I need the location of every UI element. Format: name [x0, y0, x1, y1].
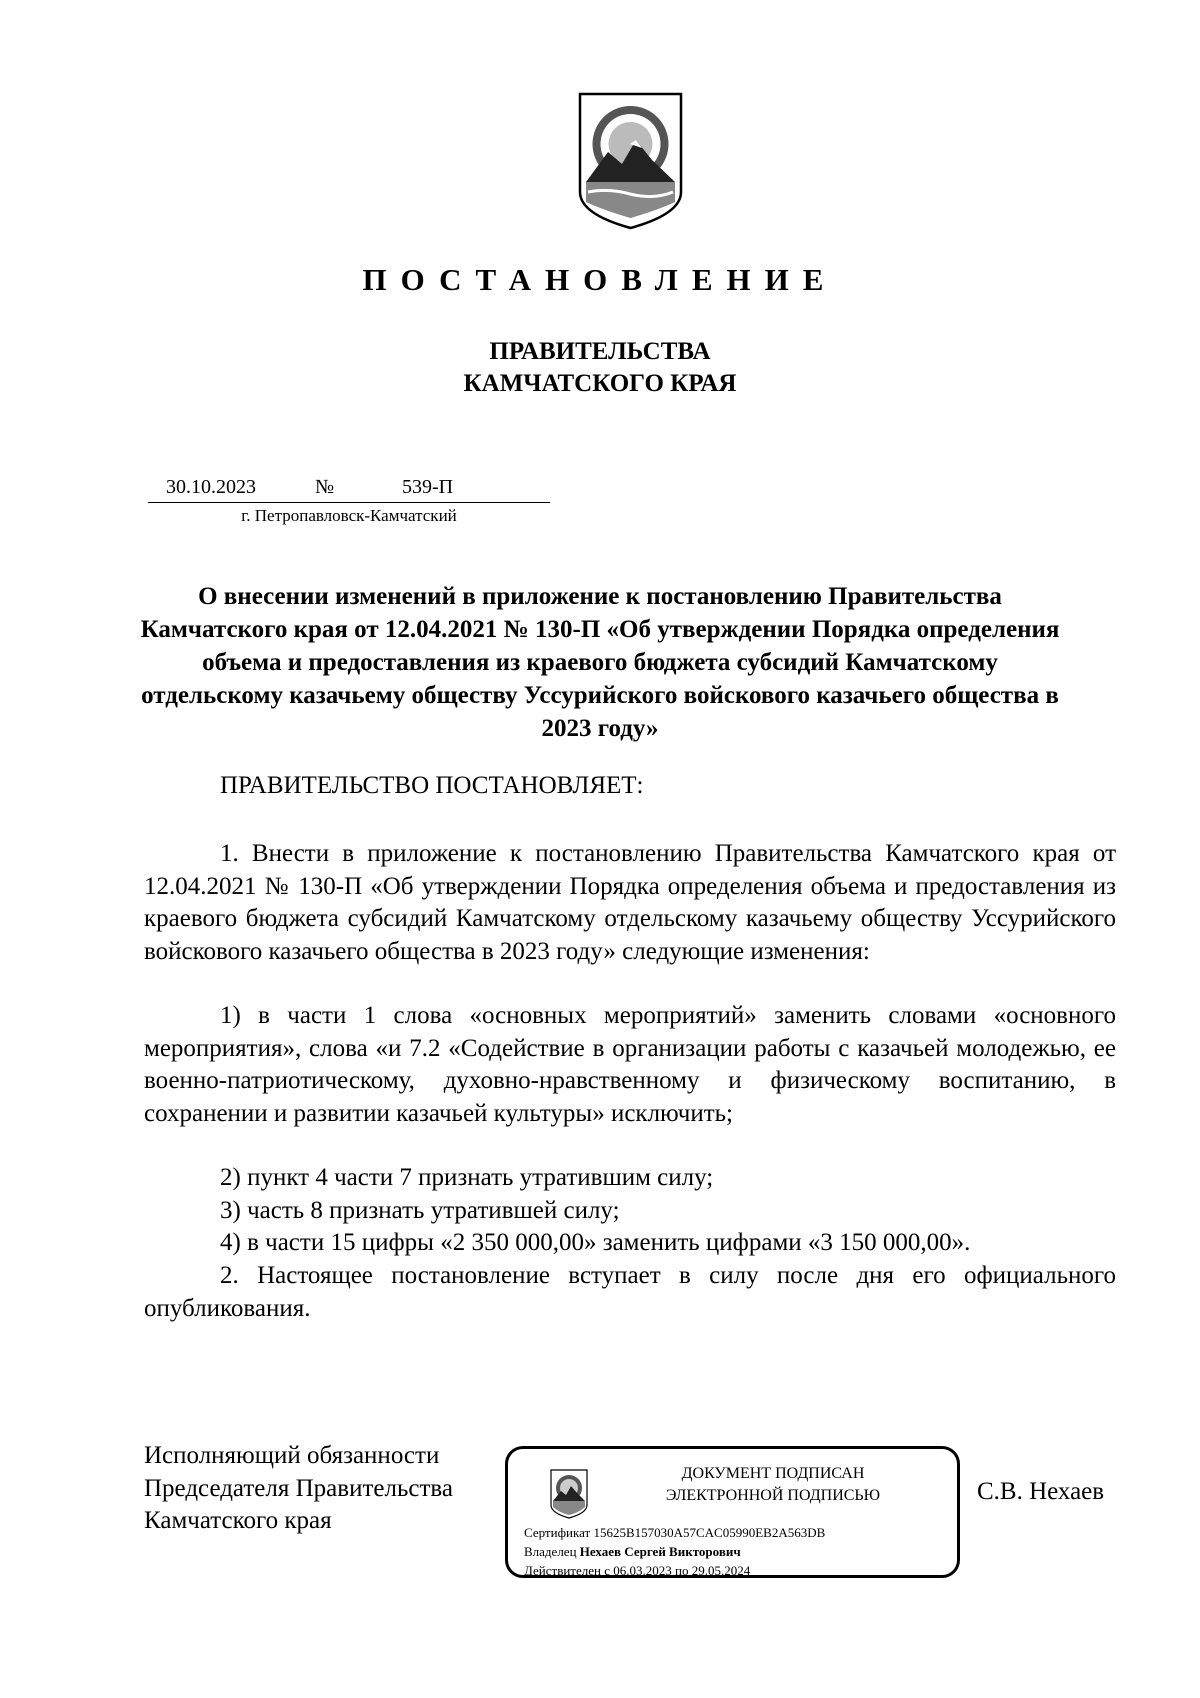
position-line-2: Председателя Правительства — [144, 1474, 453, 1502]
owner-value: Нехаев Сергей Викторович — [579, 1544, 741, 1559]
owner-label: Владелец — [524, 1544, 577, 1559]
paragraph-1-item-3: 3) часть 8 признать утратившей силу; — [220, 1197, 620, 1224]
document-title: О внесении изменений в приложение к постановлению Правительства Камчатского края от 12.04.2021 № 130-П «Об утверждении Порядка определения объема и предоставления из краевого бюджета субсидий Камчатскому отдельскому казачьему обществу Уссурийского войскового казачьего общества в 2023 году» — [140, 583, 1060, 742]
issuer-line-1: ПРАВИТЕЛЬСТВА — [489, 338, 711, 365]
decree-phrase: ПРАВИТЕЛЬСТВО ПОСТАНОВЛЯЕТ: — [220, 772, 644, 799]
document-type: ПОСТАНОВЛЕНИЕ — [362, 262, 838, 297]
valid-to-label: по — [675, 1563, 689, 1578]
registration-line — [148, 476, 550, 503]
stamp-heading-2: ЭЛЕКТРОННОЙ ПОДПИСЬЮ — [665, 1487, 881, 1504]
paragraph-1: 1. Внести в приложение к постановлению Правительства Камчатского края от 12.04.2021 № 130-П «Об утверждении Порядка определения объема и предоставления из краевого бюджета субсидий Камчатскому отдельскому казачьему обществу Уссурийского войскового казачьего общества в 2023 году» следующие изменения: — [144, 840, 1116, 965]
electronic-signature-stamp — [505, 1446, 960, 1578]
owner-line — [524, 1544, 741, 1560]
certificate-value: 15625B157030A57CAC05990EB2A563DB — [593, 1525, 826, 1540]
validity-line — [524, 1563, 750, 1579]
kamchatka-emblem — [578, 92, 683, 230]
certificate-label: Сертификат — [524, 1525, 591, 1540]
document-date: 30.10.2023 — [166, 476, 256, 498]
certificate-line — [524, 1525, 825, 1541]
number-sign: № — [315, 476, 335, 498]
paragraph-1-item-2: 2) пункт 4 части 7 признать утратившим силу; — [220, 1164, 714, 1191]
paragraph-1-item-1: 1) в части 1 слова «основных мероприятий» заменить словами «основного мероприятия», слова «и 7.2 «Содействие в организации работы с казачьей молодежью, ее военно-патриотическому, духовно-нравственному и физическому воспитанию, в сохранении и развитии казачьей культуры» исключить; — [144, 1002, 1116, 1127]
stamp-emblem — [550, 1469, 588, 1519]
valid-to: 29.05.2024 — [691, 1563, 751, 1578]
signatory-name: С.В. Нехаев — [977, 1478, 1105, 1505]
paragraph-2: 2. Настоящее постановление вступает в силу после дня его официального опубликования. — [144, 1262, 1116, 1322]
paragraph-1-item-4: 4) в части 15 цифры «2 350 000,00» заменить цифрами «3 150 000,00». — [220, 1229, 971, 1256]
document-number: 539-П — [402, 476, 454, 498]
signatory-position — [144, 1440, 453, 1538]
valid-from: 06.03.2023 — [613, 1563, 672, 1578]
city: г. Петропавловск-Камчатский — [241, 506, 457, 525]
position-line-3: Камчатского края — [144, 1507, 332, 1534]
issuer-line-2: КАМЧАТСКОГО КРАЯ — [463, 370, 737, 397]
position-line-1: Исполняющий обязанности — [144, 1442, 440, 1469]
valid-label: Действителен с — [524, 1563, 610, 1578]
stamp-heading-1: ДОКУМЕНТ ПОДПИСАН — [681, 1465, 865, 1482]
